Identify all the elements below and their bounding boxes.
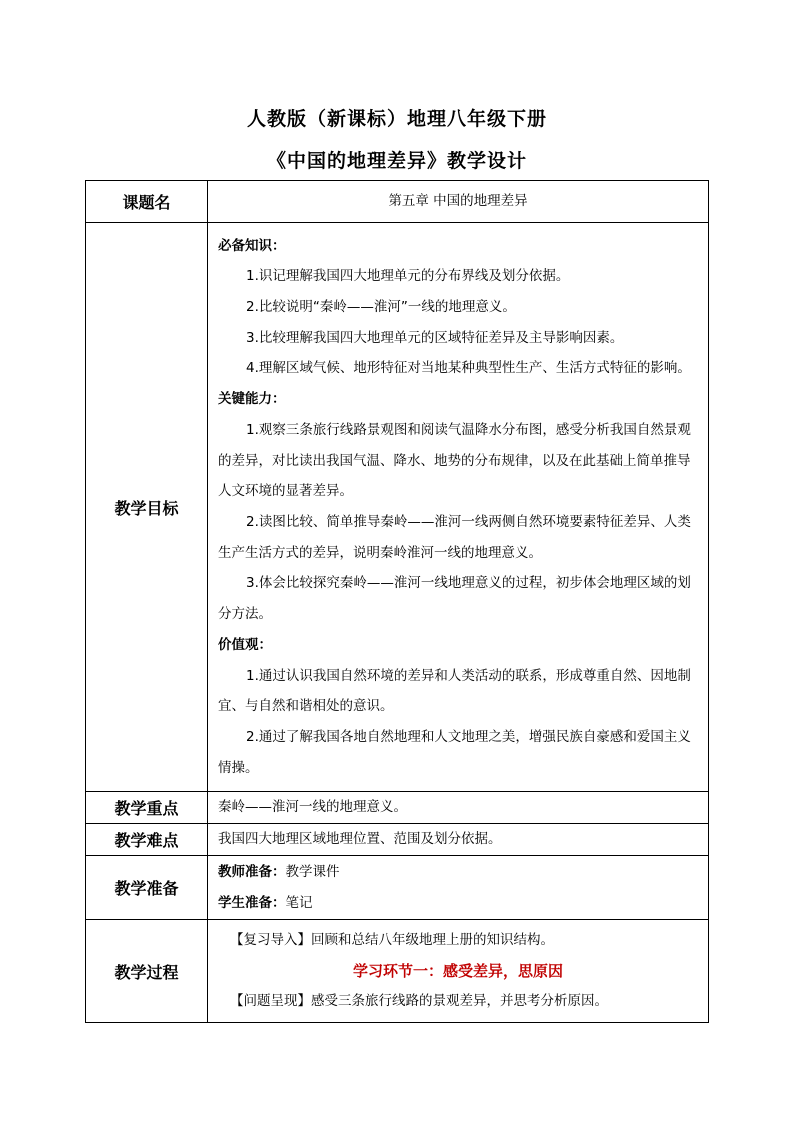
knowledge-item: 1.识记理解我国四大地理单元的分布界线及划分依据。 — [246, 268, 570, 285]
topic-value: 第五章 中国的地理差异 — [208, 181, 709, 223]
preparation-label: 教学准备 — [86, 856, 208, 920]
objectives-content — [208, 223, 709, 792]
values-heading: 价值观： — [218, 636, 272, 653]
topic-label: 课题名 — [86, 181, 208, 223]
ability-heading: 关键能力： — [218, 391, 286, 408]
difficulty-row — [86, 824, 709, 856]
knowledge-item: 2.比较说明“秦岭——淮河”一线的地理意义。 — [246, 299, 516, 316]
key-point-row — [86, 792, 709, 824]
preparation-row — [86, 856, 709, 920]
problem-presentation: 【问题呈现】感受三条旅行线路的景观差异，并思考分析原因。 — [230, 993, 608, 1010]
objectives-label: 教学目标 — [86, 223, 208, 792]
ability-item: 2.读图比较、简单推导秦岭——淮河一线两侧自然环境要素特征差异、人类生产生活方式的差异，说明秦岭淮河一线的地理意义。 — [218, 514, 691, 561]
difficulty-value: 我国四大地理区域地理位置、范围及划分依据。 — [208, 824, 709, 856]
ability-item: 1.观察三条旅行线路景观图和阅读气温降水分布图，感受分析我国自然景观的差异，对比读出我国气温、降水、地势的分布规律，以及在此基础上简单推导人文环境的显著差异。 — [218, 421, 691, 500]
preparation-content — [208, 856, 709, 920]
process-label: 教学过程 — [86, 920, 208, 1023]
document-title: 人教版（新课标）地理八年级下册 — [246, 108, 547, 130]
key-point-value: 秦岭——淮河一线的地理意义。 — [208, 792, 709, 824]
values-item: 1.通过认识我国自然环境的差异和人类活动的联系，形成尊重自然、因地制宜、与自然和谐相处的意识。 — [218, 667, 691, 715]
knowledge-heading: 必备知识： — [218, 237, 286, 254]
teacher-preparation — [218, 857, 698, 888]
process-content — [208, 920, 709, 1023]
knowledge-item: 3.比较理解我国四大地理单元的区域特征差异及主导影响因素。 — [246, 329, 624, 346]
student-preparation-label: 学生准备： — [218, 894, 286, 911]
learning-step-title: 学习环节一：感受差异，思原因 — [352, 961, 563, 980]
lesson-plan-table — [85, 180, 709, 1023]
objectives-row — [86, 223, 709, 792]
document-subtitle: 《中国的地理差异》教学设计 — [266, 150, 527, 172]
key-point-label: 教学重点 — [86, 792, 208, 824]
review-intro: 【复习导入】回顾和总结八年级地理上册的知识结构。 — [230, 931, 554, 948]
process-row — [86, 920, 709, 1023]
student-preparation — [218, 888, 698, 919]
ability-item: 3.体会比较探究秦岭——淮河一线地理意义的过程，初步体会地理区域的划分方法。 — [218, 575, 691, 623]
topic-row — [86, 181, 709, 223]
teacher-preparation-label: 教师准备： — [218, 863, 286, 880]
student-preparation-value: 笔记 — [285, 894, 313, 911]
teacher-preparation-value: 教学课件 — [285, 863, 340, 880]
difficulty-label: 教学难点 — [86, 824, 208, 856]
knowledge-item: 4.理解区域气候、地形特征对当地某种典型性生产、生活方式特征的影响。 — [246, 360, 691, 377]
values-item: 2.通过了解我国各地自然地理和人文地理之美，增强民族自豪感和爱国主义情操。 — [218, 728, 691, 776]
